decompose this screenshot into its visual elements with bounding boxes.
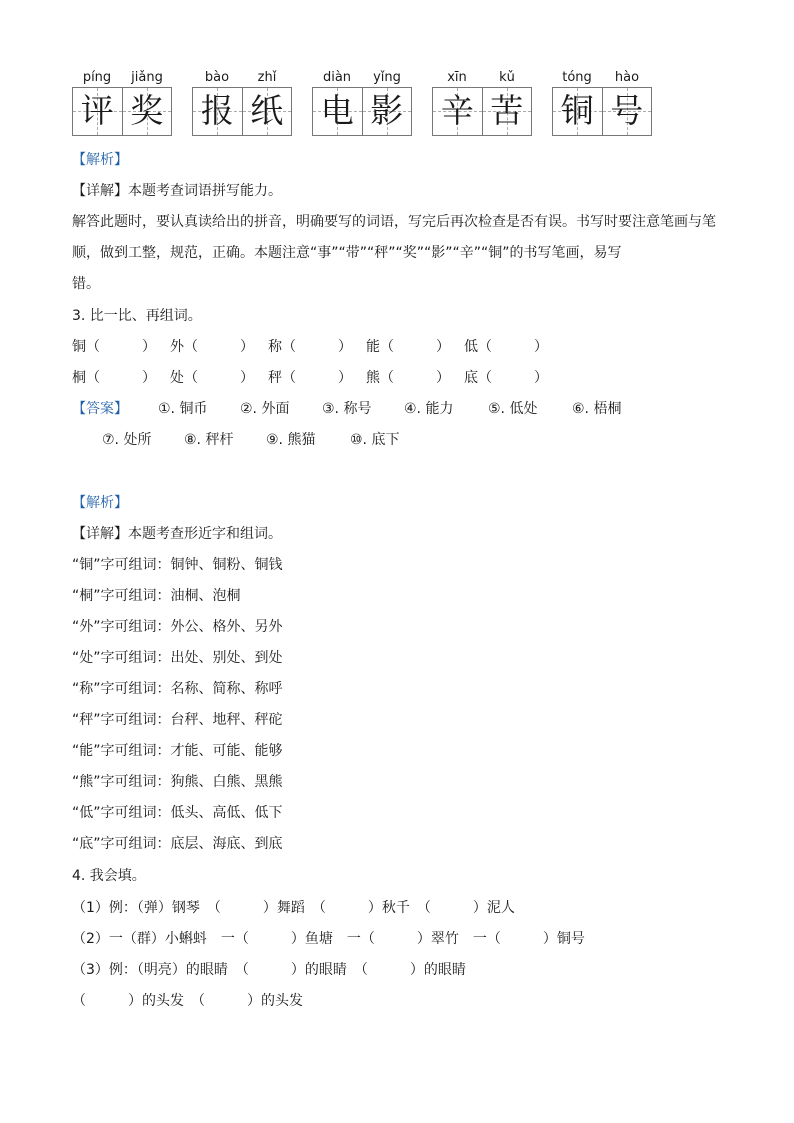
word-blank: 称（ ） — [268, 339, 352, 355]
analysis-label: 【解析】 — [72, 152, 128, 168]
word-blank: 秤（ ） — [268, 370, 352, 386]
char: 报 — [200, 91, 234, 130]
group-line: “处”字可组词：出处、别处、到处 — [72, 650, 283, 666]
answer-item: ⑥. 梧桐 — [572, 401, 622, 417]
question-title: 3. 比一比、再组词。 — [72, 308, 202, 324]
pinyin: bào — [204, 70, 230, 85]
word-cell — [72, 70, 172, 136]
word-blank: 铜（ ） — [72, 339, 156, 355]
detail-line: 【详解】本题考查词语拼写能力。 — [72, 183, 282, 199]
word-blank: 能（ ） — [366, 339, 450, 355]
answer-item: ⑩. 底下 — [350, 432, 400, 448]
pinyin: diàn — [322, 70, 352, 85]
char: 苦 — [490, 91, 524, 130]
group-line: “外”字可组词：外公、格外、另外 — [72, 619, 283, 635]
answer-item: ⑤. 低处 — [488, 401, 538, 417]
answer-item: ③. 称号 — [322, 401, 372, 417]
answer-item: ⑦. 处所 — [102, 432, 152, 448]
group-line: “能”字可组词：才能、可能、能够 — [72, 743, 283, 759]
group-line: “底”字可组词：底层、海底、到底 — [72, 836, 283, 852]
detail-line: 【详解】本题考查形近字和组词。 — [72, 526, 282, 542]
question-title: 4. 我会填。 — [72, 868, 146, 884]
char: 纸 — [250, 91, 284, 130]
fill-line: （1）例：（弹）钢琴 （ ）舞蹈 （ ）秋千 （ ）泥人 — [72, 900, 515, 916]
word-cell — [312, 70, 412, 136]
answer-item: ①. 铜币 — [158, 401, 208, 417]
pinyin: jiǎng — [131, 70, 163, 85]
char: 奖 — [130, 91, 164, 130]
group-line: “铜”字可组词：铜钟、铜粉、铜钱 — [72, 557, 283, 573]
paragraph-line: 错。 — [72, 276, 100, 292]
word-blank: 低（ ） — [464, 339, 548, 355]
analysis-label: 【解析】 — [72, 495, 128, 511]
group-line: “熊”字可组词：狗熊、白熊、黑熊 — [72, 774, 283, 790]
char: 辛 — [440, 91, 474, 130]
pinyin: zhǐ — [257, 70, 277, 85]
pinyin: hào — [614, 70, 640, 85]
fill-line: （2）一（群）小蝌蚪 一（ ）鱼塘 一（ ）翠竹 一（ ）铜号 — [72, 931, 585, 947]
fill-line: （3）例：（明亮）的眼睛 （ ）的眼睛 （ ）的眼睛 — [72, 962, 466, 978]
word-blank: 底（ ） — [464, 370, 548, 386]
word-blank: 熊（ ） — [366, 370, 450, 386]
char: 号 — [610, 91, 644, 130]
pinyin: píng — [82, 70, 112, 85]
word-blank: 桐（ ） — [72, 370, 156, 386]
char: 电 — [320, 91, 354, 130]
pinyin: yǐng — [373, 70, 401, 85]
group-line: “秤”字可组词：台秤、地秤、秤砣 — [72, 712, 283, 728]
answer-item: ⑧. 秤杆 — [184, 432, 234, 448]
pinyin-grid — [72, 70, 672, 140]
char: 评 — [80, 91, 114, 130]
char: 影 — [370, 91, 404, 130]
group-line: “桐”字可组词：油桐、泡桐 — [72, 588, 241, 604]
word-blank: 处（ ） — [170, 370, 254, 386]
word-cell — [552, 70, 652, 136]
answer-label: 【答案】 — [72, 401, 128, 417]
word-cell — [192, 70, 292, 136]
pinyin: tóng — [562, 70, 592, 85]
group-line: “称”字可组词：名称、简称、称呼 — [72, 681, 283, 697]
answer-item: ⑨. 熊猫 — [266, 432, 316, 448]
pinyin: kǔ — [499, 70, 515, 85]
group-line: “低”字可组词：低头、高低、低下 — [72, 805, 283, 821]
paragraph-line: 顺，做到工整，规范，正确。本题注意“事”“带”“秤”“奖”“影”“辛”“铜”的书写笔画，易写 — [72, 245, 622, 261]
pinyin: xīn — [447, 70, 467, 85]
char: 铜 — [560, 91, 594, 130]
answer-item: ④. 能力 — [404, 401, 454, 417]
word-cell — [432, 70, 532, 136]
answer-item: ②. 外面 — [240, 401, 290, 417]
paragraph-line: 解答此题时，要认真读给出的拼音，明确要写的词语，写完后再次检查是否有误。书写时要注意笔画与笔 — [72, 214, 716, 230]
fill-line: （ ）的头发 （ ）的头发 — [72, 993, 303, 1009]
word-blank: 外（ ） — [170, 339, 254, 355]
